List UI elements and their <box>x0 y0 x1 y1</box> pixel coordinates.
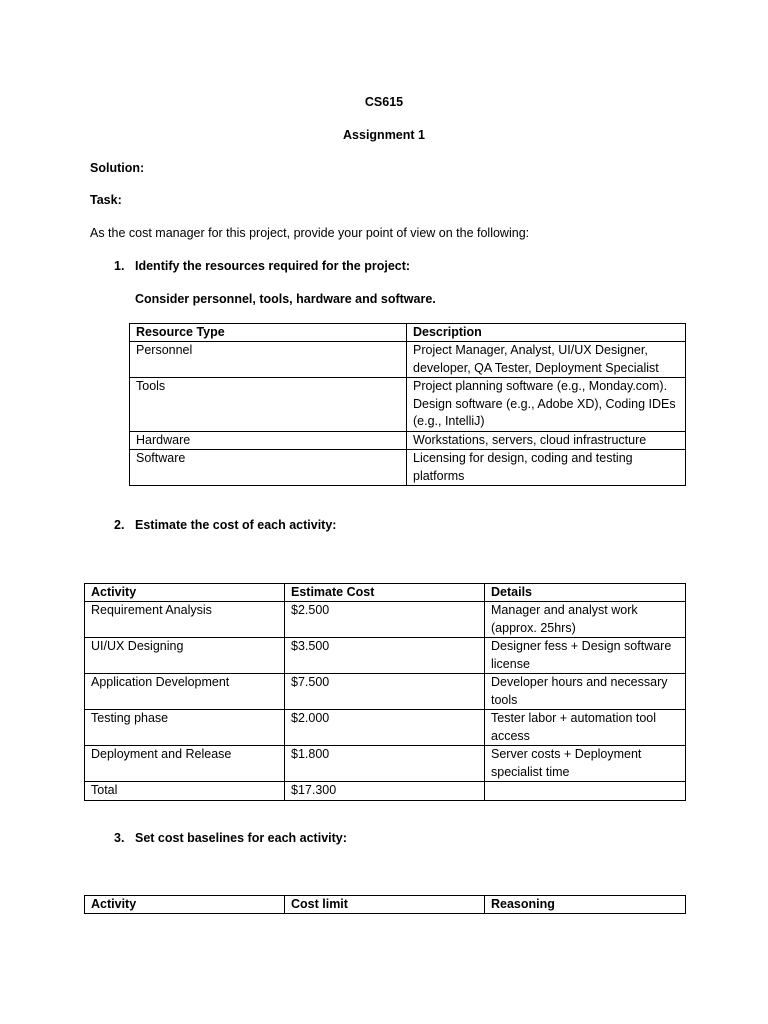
cost-cell: $1.800 <box>285 746 485 782</box>
table-row <box>85 638 686 674</box>
description-cell: Project Manager, Analyst, UI/UX Designer, developer, QA Tester, Deployment Specialist <box>407 342 686 378</box>
details-cell: Manager and analyst work (approx. 25hrs) <box>485 602 686 638</box>
details-cell: Developer hours and necessary tools <box>485 674 686 710</box>
description-cell: Workstations, servers, cloud infrastructure <box>407 431 686 450</box>
table-header-row <box>85 896 686 914</box>
table-row <box>130 431 686 450</box>
table-header-row <box>130 324 686 342</box>
header-cost-limit: Cost limit <box>285 896 485 914</box>
table-row <box>130 450 686 486</box>
section2-number: 2. <box>114 518 125 532</box>
cost-cell: $2.000 <box>285 710 485 746</box>
resource-type-cell: Tools <box>130 378 407 432</box>
table-total-row <box>85 782 686 801</box>
table-header-row <box>85 584 686 602</box>
header-resource-type: Resource Type <box>130 324 407 342</box>
details-cell: Server costs + Deployment specialist time <box>485 746 686 782</box>
header-activity: Activity <box>85 584 285 602</box>
table-row <box>85 674 686 710</box>
description-cell: Project planning software (e.g., Monday.com). Design software (e.g., Adobe XD), Coding IDEs (e.g., IntelliJ) <box>407 378 686 432</box>
details-cell: Tester labor + automation tool access <box>485 710 686 746</box>
table-row <box>85 710 686 746</box>
details-cell <box>485 782 686 801</box>
cost-cell: $2.500 <box>285 602 485 638</box>
resource-type-cell: Software <box>130 450 407 486</box>
cost-cell: $7.500 <box>285 674 485 710</box>
header-estimate-cost: Estimate Cost <box>285 584 485 602</box>
header-activity: Activity <box>85 896 285 914</box>
resource-type-cell: Hardware <box>130 431 407 450</box>
header-reasoning: Reasoning <box>485 896 686 914</box>
section1-number: 1. <box>114 259 125 273</box>
assignment-title: Assignment 1 <box>343 128 425 142</box>
section1-subtitle: Consider personnel, tools, hardware and software. <box>135 292 436 306</box>
activity-cell: Deployment and Release <box>85 746 285 782</box>
activity-cell: Requirement Analysis <box>85 602 285 638</box>
section2-title: Estimate the cost of each activity: <box>135 518 337 532</box>
resources-table <box>129 323 686 486</box>
activity-cell: Total <box>85 782 285 801</box>
activity-cell: UI/UX Designing <box>85 638 285 674</box>
cost-cell: $17.300 <box>285 782 485 801</box>
activity-cell: Testing phase <box>85 710 285 746</box>
cost-cell: $3.500 <box>285 638 485 674</box>
resource-type-cell: Personnel <box>130 342 407 378</box>
table-row <box>85 602 686 638</box>
table-row <box>85 746 686 782</box>
table-row <box>130 342 686 378</box>
activity-cell: Application Development <box>85 674 285 710</box>
section1-title: Identify the resources required for the project: <box>135 259 411 273</box>
task-label: Task: <box>90 193 122 207</box>
cost-estimate-table <box>84 583 686 801</box>
section3-title: Set cost baselines for each activity: <box>135 831 347 845</box>
intro-paragraph: As the cost manager for this project, provide your point of view on the following: <box>90 226 530 240</box>
section3-number: 3. <box>114 831 125 845</box>
header-details: Details <box>485 584 686 602</box>
details-cell: Designer fess + Design software license <box>485 638 686 674</box>
description-cell: Licensing for design, coding and testing platforms <box>407 450 686 486</box>
solution-label: Solution: <box>90 161 145 175</box>
course-code: CS615 <box>364 95 404 109</box>
header-description: Description <box>407 324 686 342</box>
cost-baseline-table <box>84 895 686 914</box>
table-row <box>130 378 686 432</box>
